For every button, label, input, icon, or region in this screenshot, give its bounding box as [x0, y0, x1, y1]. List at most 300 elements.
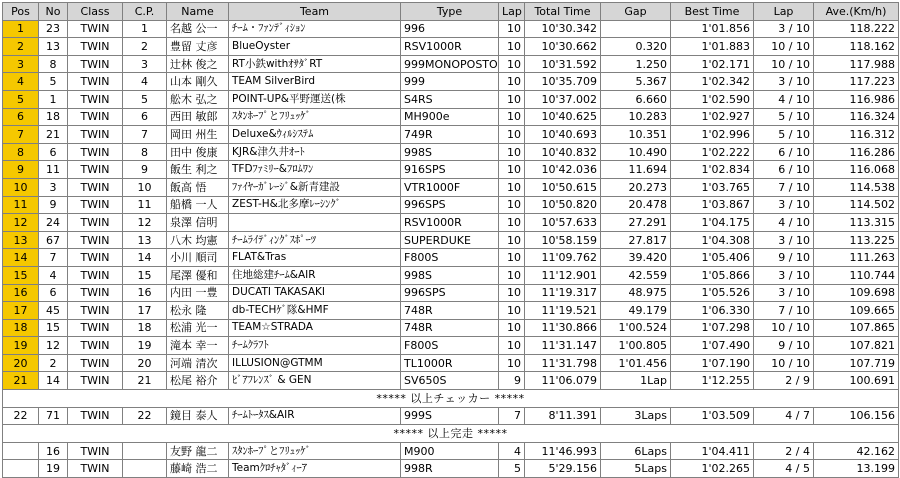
cell-cp: 4 [123, 73, 167, 91]
cell-pos: 15 [3, 266, 39, 284]
cell-number: 18 [39, 108, 68, 126]
cell-best-lap: 3 / 10 [754, 196, 814, 214]
cell-number: 6 [39, 143, 68, 161]
cell-team-name: TEAM☆STRADA [229, 319, 401, 337]
cell-number: 19 [39, 460, 68, 478]
cell-machine-type: 996SPS [401, 196, 499, 214]
cell-best-lap: 10 / 10 [754, 354, 814, 372]
cell-best-lap: 3 / 10 [754, 284, 814, 302]
cell-average-speed: 116.286 [814, 143, 899, 161]
cell-best-time: 1'02.342 [671, 73, 754, 91]
cell-gap: 3Laps [601, 407, 671, 425]
cell-team-name: ﾁｰﾑｸﾗﾌﾄ [229, 337, 401, 355]
table-row [3, 214, 899, 232]
cell-machine-type: 916SPS [401, 161, 499, 179]
cell-average-speed: 118.222 [814, 20, 899, 38]
cell-laps: 10 [499, 178, 525, 196]
cell-gap: 1.250 [601, 55, 671, 73]
cell-team-name: 住地総建ﾁｰﾑ&AIR [229, 266, 401, 284]
cell-pos: 2 [3, 38, 39, 56]
cell-rider-name: 舩木 弘之 [167, 90, 229, 108]
table-row [3, 55, 899, 73]
cell-rider-name: 岡田 州生 [167, 126, 229, 144]
cell-machine-type: 996 [401, 20, 499, 38]
cell-pos: 5 [3, 90, 39, 108]
cell-rider-name: 鏡目 泰人 [167, 407, 229, 425]
cell-machine-type: 748R [401, 319, 499, 337]
cell-pos: 12 [3, 214, 39, 232]
cell-total-time: 10'40.693 [525, 126, 601, 144]
cell-laps: 10 [499, 55, 525, 73]
cell-laps: 10 [499, 38, 525, 56]
table-row [3, 108, 899, 126]
cell-gap: 6Laps [601, 442, 671, 460]
cell-cp: 21 [123, 372, 167, 390]
cell-cp: 9 [123, 161, 167, 179]
cell-class: TWIN [68, 55, 123, 73]
table-row [3, 249, 899, 267]
cell-best-lap: 10 / 10 [754, 319, 814, 337]
cell-pos: 11 [3, 196, 39, 214]
cell-best-time: 1'12.255 [671, 372, 754, 390]
cell-pos: 18 [3, 319, 39, 337]
cell-class: TWIN [68, 231, 123, 249]
cell-total-time: 10'50.615 [525, 178, 601, 196]
cell-total-time: 10'40.832 [525, 143, 601, 161]
cell-total-time: 11'06.079 [525, 372, 601, 390]
cell-best-time: 1'03.867 [671, 196, 754, 214]
separator-row [3, 390, 899, 408]
cell-rider-name: 辻林 俊之 [167, 55, 229, 73]
cell-cp: 6 [123, 108, 167, 126]
cell-number: 1 [39, 90, 68, 108]
cell-average-speed: 107.719 [814, 354, 899, 372]
cell-total-time: 10'40.625 [525, 108, 601, 126]
cell-rider-name: 友野 龍二 [167, 442, 229, 460]
cell-gap: 20.478 [601, 196, 671, 214]
cell-total-time: 10'35.709 [525, 73, 601, 91]
cell-machine-type: S4RS [401, 90, 499, 108]
cell-best-lap: 6 / 10 [754, 143, 814, 161]
cell-best-time: 1'02.996 [671, 126, 754, 144]
cell-average-speed: 116.068 [814, 161, 899, 179]
cell-gap: 1Lap [601, 372, 671, 390]
cell-rider-name: 田中 俊康 [167, 143, 229, 161]
cell-total-time: 10'57.633 [525, 214, 601, 232]
cell-cp: 3 [123, 55, 167, 73]
cell-machine-type: M900 [401, 442, 499, 460]
table-row [3, 161, 899, 179]
cell-gap: 0.320 [601, 38, 671, 56]
cell-total-time: 10'31.592 [525, 55, 601, 73]
cell-pos: 6 [3, 108, 39, 126]
cell-pos [3, 460, 39, 478]
cell-machine-type: 998S [401, 143, 499, 161]
table-row [3, 354, 899, 372]
cell-laps: 10 [499, 354, 525, 372]
cell-average-speed: 117.988 [814, 55, 899, 73]
cell-total-time: 10'58.159 [525, 231, 601, 249]
cell-machine-type: 999 [401, 73, 499, 91]
cell-rider-name: 飯生 利之 [167, 161, 229, 179]
cell-best-lap: 5 / 10 [754, 126, 814, 144]
table-row [3, 460, 899, 478]
cell-best-lap: 9 / 10 [754, 249, 814, 267]
table-row [3, 337, 899, 355]
cell-machine-type: 999MONOPOSTO [401, 55, 499, 73]
cell-rider-name: 豊留 丈彦 [167, 38, 229, 56]
cell-team-name: ﾁｰﾑﾗｲﾃﾞｨﾝｸﾞｽﾎﾟｰﾂ [229, 231, 401, 249]
cell-cp: 7 [123, 126, 167, 144]
cell-team-name: TEAM SilverBird [229, 73, 401, 91]
cell-laps: 10 [499, 143, 525, 161]
cell-class: TWIN [68, 90, 123, 108]
cell-laps: 4 [499, 442, 525, 460]
cell-best-time: 1'01.856 [671, 20, 754, 38]
cell-best-lap: 4 / 7 [754, 407, 814, 425]
cell-best-time: 1'02.265 [671, 460, 754, 478]
table-row [3, 90, 899, 108]
cell-pos: 22 [3, 407, 39, 425]
cell-rider-name: 滝本 幸一 [167, 337, 229, 355]
cell-best-time: 1'02.171 [671, 55, 754, 73]
cell-gap: 42.559 [601, 266, 671, 284]
cell-average-speed: 118.162 [814, 38, 899, 56]
cell-best-time: 1'03.509 [671, 407, 754, 425]
cell-best-lap: 3 / 10 [754, 73, 814, 91]
cell-total-time: 11'46.993 [525, 442, 601, 460]
cell-class: TWIN [68, 178, 123, 196]
cell-best-time: 1'07.298 [671, 319, 754, 337]
cell-team-name: DUCATI TAKASAKI [229, 284, 401, 302]
cell-class: TWIN [68, 354, 123, 372]
cell-laps: 10 [499, 90, 525, 108]
cell-best-lap: 6 / 10 [754, 161, 814, 179]
cell-laps: 10 [499, 249, 525, 267]
header-best-time: Best Time [671, 3, 754, 21]
cell-laps: 9 [499, 372, 525, 390]
cell-best-time: 1'04.308 [671, 231, 754, 249]
cell-pos: 1 [3, 20, 39, 38]
cell-number: 3 [39, 178, 68, 196]
cell-pos: 13 [3, 231, 39, 249]
separator-label: ***** 以上チェッカー ***** [3, 390, 899, 408]
header-row [3, 3, 899, 21]
cell-average-speed: 116.312 [814, 126, 899, 144]
cell-pos: 10 [3, 178, 39, 196]
results-body [3, 20, 899, 477]
cell-total-time: 11'19.521 [525, 302, 601, 320]
cell-total-time: 8'11.391 [525, 407, 601, 425]
cell-team-name: ILLUSION@GTMM [229, 354, 401, 372]
cell-laps: 7 [499, 407, 525, 425]
cell-total-time: 10'42.036 [525, 161, 601, 179]
cell-cp: 2 [123, 38, 167, 56]
table-row [3, 319, 899, 337]
cell-rider-name: 松浦 光一 [167, 319, 229, 337]
cell-average-speed: 107.865 [814, 319, 899, 337]
cell-best-lap: 4 / 5 [754, 460, 814, 478]
cell-team-name: Teamｸﾛﾁｬﾀﾞｨｰｱ [229, 460, 401, 478]
cell-best-time: 1'05.406 [671, 249, 754, 267]
cell-cp: 10 [123, 178, 167, 196]
cell-class: TWIN [68, 284, 123, 302]
cell-pos: 21 [3, 372, 39, 390]
cell-class: TWIN [68, 20, 123, 38]
cell-machine-type: 998S [401, 266, 499, 284]
cell-pos: 4 [3, 73, 39, 91]
cell-laps: 5 [499, 460, 525, 478]
cell-best-lap: 7 / 10 [754, 302, 814, 320]
cell-total-time: 5'29.156 [525, 460, 601, 478]
cell-average-speed: 107.821 [814, 337, 899, 355]
cell-best-time: 1'03.765 [671, 178, 754, 196]
cell-total-time: 11'31.798 [525, 354, 601, 372]
cell-pos: 17 [3, 302, 39, 320]
table-row [3, 266, 899, 284]
cell-machine-type: SUPERDUKE [401, 231, 499, 249]
cell-number: 8 [39, 55, 68, 73]
cell-class: TWIN [68, 266, 123, 284]
header-average-speed: Ave.(Km/h) [814, 3, 899, 21]
cell-rider-name: 尾澤 優和 [167, 266, 229, 284]
cell-best-time: 1'04.411 [671, 442, 754, 460]
cell-laps: 10 [499, 302, 525, 320]
results-table [2, 2, 899, 478]
cell-pos: 19 [3, 337, 39, 355]
cell-number: 4 [39, 266, 68, 284]
cell-average-speed: 13.199 [814, 460, 899, 478]
cell-class: TWIN [68, 302, 123, 320]
cell-laps: 10 [499, 231, 525, 249]
cell-best-time: 1'06.330 [671, 302, 754, 320]
cell-best-lap: 10 / 10 [754, 38, 814, 56]
cell-machine-type: 749R [401, 126, 499, 144]
cell-class: TWIN [68, 73, 123, 91]
cell-team-name: Deluxe&ｳｨﾙｼｽﾃﾑ [229, 126, 401, 144]
cell-best-lap: 4 / 10 [754, 90, 814, 108]
cell-number: 14 [39, 372, 68, 390]
cell-total-time: 10'37.002 [525, 90, 601, 108]
header-class: Class [68, 3, 123, 21]
header-no: No [39, 3, 68, 21]
cell-rider-name: 西田 敏郎 [167, 108, 229, 126]
cell-average-speed: 116.324 [814, 108, 899, 126]
cell-best-lap: 7 / 10 [754, 178, 814, 196]
cell-total-time: 11'31.147 [525, 337, 601, 355]
cell-average-speed: 114.502 [814, 196, 899, 214]
cell-team-name: ﾁｰﾑ・ﾌｧﾝﾃﾞｨｼｮﾝ [229, 20, 401, 38]
separator-row [3, 425, 899, 443]
cell-number: 2 [39, 354, 68, 372]
cell-class: TWIN [68, 249, 123, 267]
cell-number: 45 [39, 302, 68, 320]
cell-pos: 3 [3, 55, 39, 73]
cell-team-name [229, 214, 401, 232]
cell-number: 13 [39, 38, 68, 56]
cell-laps: 10 [499, 319, 525, 337]
cell-number: 67 [39, 231, 68, 249]
cell-best-lap: 9 / 10 [754, 337, 814, 355]
cell-gap: 1'00.805 [601, 337, 671, 355]
cell-average-speed: 114.538 [814, 178, 899, 196]
cell-number: 11 [39, 161, 68, 179]
table-row [3, 38, 899, 56]
cell-total-time: 10'30.342 [525, 20, 601, 38]
cell-best-lap: 3 / 10 [754, 20, 814, 38]
cell-rider-name: 河端 清次 [167, 354, 229, 372]
cell-best-time: 1'04.175 [671, 214, 754, 232]
cell-cp: 1 [123, 20, 167, 38]
cell-team-name: ｽﾀﾝﾎｰﾌﾟとﾌﾘｭｯｹﾞ [229, 442, 401, 460]
cell-gap: 10.490 [601, 143, 671, 161]
cell-cp: 18 [123, 319, 167, 337]
cell-total-time: 11'12.901 [525, 266, 601, 284]
cell-best-time: 1'07.190 [671, 354, 754, 372]
cell-total-time: 11'09.762 [525, 249, 601, 267]
cell-best-lap: 10 / 10 [754, 55, 814, 73]
cell-class: TWIN [68, 108, 123, 126]
cell-machine-type: F800S [401, 337, 499, 355]
cell-cp: 22 [123, 407, 167, 425]
cell-class: TWIN [68, 460, 123, 478]
cell-team-name: FLAT&Tras [229, 249, 401, 267]
cell-best-lap: 3 / 10 [754, 266, 814, 284]
cell-number: 5 [39, 73, 68, 91]
cell-best-lap: 2 / 9 [754, 372, 814, 390]
cell-machine-type: 996SPS [401, 284, 499, 302]
cell-class: TWIN [68, 126, 123, 144]
cell-gap: 49.179 [601, 302, 671, 320]
cell-machine-type: 998R [401, 460, 499, 478]
cell-pos: 20 [3, 354, 39, 372]
cell-team-name: KJR&津久井ｵｰﾄ [229, 143, 401, 161]
cell-cp: 13 [123, 231, 167, 249]
cell-class: TWIN [68, 337, 123, 355]
cell-pos: 14 [3, 249, 39, 267]
cell-gap: 39.420 [601, 249, 671, 267]
cell-best-lap: 2 / 4 [754, 442, 814, 460]
cell-rider-name: 八木 均憲 [167, 231, 229, 249]
cell-class: TWIN [68, 143, 123, 161]
cell-laps: 10 [499, 161, 525, 179]
cell-pos: 16 [3, 284, 39, 302]
table-row [3, 20, 899, 38]
cell-best-time: 1'07.490 [671, 337, 754, 355]
cell-rider-name: 藤崎 浩二 [167, 460, 229, 478]
cell-machine-type: MH900e [401, 108, 499, 126]
cell-pos: 8 [3, 143, 39, 161]
cell-average-speed: 100.691 [814, 372, 899, 390]
cell-laps: 10 [499, 196, 525, 214]
cell-rider-name: 小川 順司 [167, 249, 229, 267]
cell-laps: 10 [499, 73, 525, 91]
cell-cp: 11 [123, 196, 167, 214]
cell-rider-name: 飯高 悟 [167, 178, 229, 196]
cell-average-speed: 117.223 [814, 73, 899, 91]
cell-laps: 10 [499, 20, 525, 38]
cell-gap: 5.367 [601, 73, 671, 91]
cell-number: 12 [39, 337, 68, 355]
cell-cp [123, 460, 167, 478]
header-pos: Pos [3, 3, 39, 21]
cell-average-speed: 113.225 [814, 231, 899, 249]
cell-team-name: RT小鉄withｵｻﾀﾞRT [229, 55, 401, 73]
table-row [3, 231, 899, 249]
table-row [3, 407, 899, 425]
cell-cp: 14 [123, 249, 167, 267]
cell-laps: 10 [499, 284, 525, 302]
header-cp: C.P. [123, 3, 167, 21]
cell-team-name: ｽﾀﾝﾎｰﾌﾟとﾌﾘｭｯｹﾞ [229, 108, 401, 126]
cell-best-lap: 4 / 10 [754, 214, 814, 232]
cell-laps: 10 [499, 108, 525, 126]
table-row [3, 73, 899, 91]
cell-total-time: 11'19.317 [525, 284, 601, 302]
cell-laps: 10 [499, 214, 525, 232]
cell-best-time: 1'02.590 [671, 90, 754, 108]
table-row [3, 302, 899, 320]
cell-rider-name: 松尾 裕介 [167, 372, 229, 390]
table-row [3, 196, 899, 214]
cell-class: TWIN [68, 372, 123, 390]
cell-class: TWIN [68, 38, 123, 56]
cell-laps: 10 [499, 337, 525, 355]
table-row [3, 284, 899, 302]
cell-cp: 16 [123, 284, 167, 302]
cell-best-time: 1'02.222 [671, 143, 754, 161]
cell-average-speed: 113.315 [814, 214, 899, 232]
cell-gap: 6.660 [601, 90, 671, 108]
cell-team-name: ﾋﾞｱﾌﾚﾝｽﾞ & GEN [229, 372, 401, 390]
cell-cp: 20 [123, 354, 167, 372]
cell-gap: 11.694 [601, 161, 671, 179]
separator-label: ***** 以上完走 ***** [3, 425, 899, 443]
cell-number: 71 [39, 407, 68, 425]
cell-class: TWIN [68, 196, 123, 214]
cell-cp [123, 442, 167, 460]
cell-total-time: 10'30.662 [525, 38, 601, 56]
header-best-lap: Lap [754, 3, 814, 21]
cell-cp: 19 [123, 337, 167, 355]
cell-best-time: 1'05.866 [671, 266, 754, 284]
cell-team-name: BlueOyster [229, 38, 401, 56]
cell-class: TWIN [68, 214, 123, 232]
cell-number: 21 [39, 126, 68, 144]
header-type: Type [401, 3, 499, 21]
cell-rider-name: 泉澤 信明 [167, 214, 229, 232]
table-row [3, 143, 899, 161]
cell-average-speed: 110.744 [814, 266, 899, 284]
cell-cp: 8 [123, 143, 167, 161]
cell-class: TWIN [68, 407, 123, 425]
table-row [3, 372, 899, 390]
cell-machine-type: SV650S [401, 372, 499, 390]
cell-number: 24 [39, 214, 68, 232]
cell-cp: 5 [123, 90, 167, 108]
cell-best-time: 1'05.526 [671, 284, 754, 302]
cell-class: TWIN [68, 442, 123, 460]
cell-number: 23 [39, 20, 68, 38]
cell-number: 15 [39, 319, 68, 337]
cell-number: 16 [39, 442, 68, 460]
header-total-time: Total Time [525, 3, 601, 21]
cell-gap: 10.283 [601, 108, 671, 126]
cell-team-name: db-TECHｹﾞ隊&HMF [229, 302, 401, 320]
table-row [3, 442, 899, 460]
cell-rider-name: 名越 公一 [167, 20, 229, 38]
cell-machine-type: RSV1000R [401, 38, 499, 56]
